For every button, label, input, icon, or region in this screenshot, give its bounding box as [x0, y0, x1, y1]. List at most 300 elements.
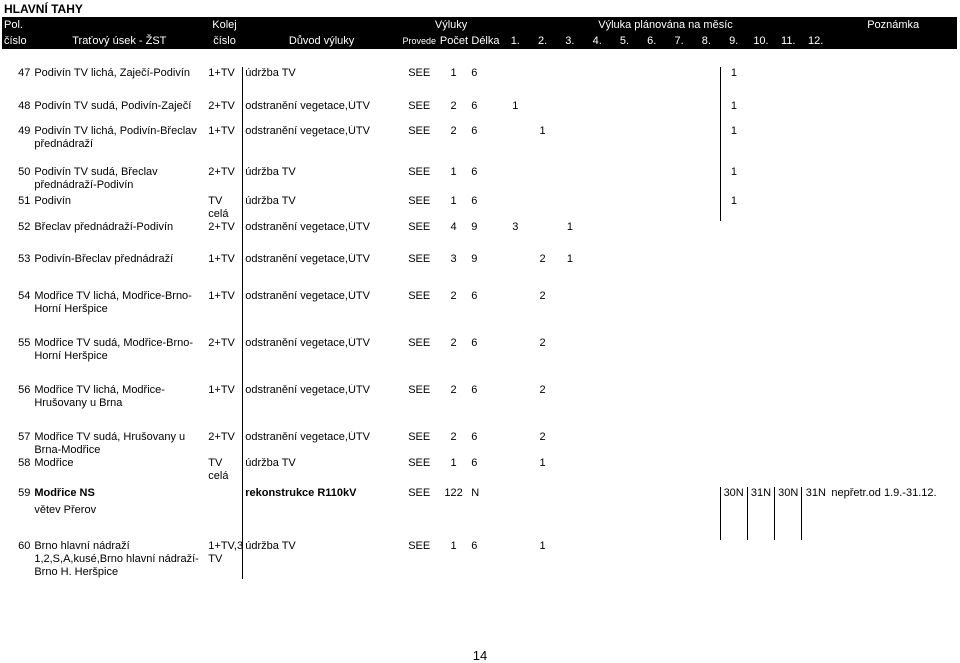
row-month-count: [584, 253, 611, 290]
row-delka: 6: [471, 540, 478, 552]
row-month-count: 1: [720, 125, 747, 166]
row-month-count: [802, 290, 829, 337]
row-duvod: údržba TV: [243, 67, 401, 100]
row-usek: [32, 195, 206, 221]
row-month-count: [638, 457, 665, 487]
row-usek: [32, 487, 206, 540]
header-month: 6.: [638, 33, 665, 49]
row-kolej: 1+TV: [208, 67, 235, 79]
row-provede: SEE: [408, 166, 431, 178]
row-month-count: [638, 253, 665, 290]
row-poznamka: [829, 290, 957, 337]
row-usek-text: Břeclav přednádraží-Podivín: [34, 221, 174, 233]
row-month-count: [665, 125, 692, 166]
row-month-count: [747, 431, 774, 457]
table-row: [2, 431, 957, 457]
table-row: [2, 166, 957, 195]
row-month-count: [802, 221, 829, 253]
row-month-count: [802, 166, 829, 195]
row-pol: 47: [18, 67, 31, 79]
row-usek: [32, 67, 206, 100]
row-month-count: [720, 540, 747, 579]
row-month-count: [611, 166, 638, 195]
row-month-count: [665, 221, 692, 253]
row-month-count: [584, 337, 611, 384]
row-month-count: [802, 384, 829, 431]
row-kolej: 2+TV: [208, 100, 235, 112]
header-month: 7.: [665, 33, 692, 49]
row-month-count: [638, 384, 665, 431]
row-delka: 6: [471, 166, 478, 178]
page-title: HLAVNÍ TAHY: [4, 2, 83, 16]
row-month-count: 1: [720, 166, 747, 195]
table-row: [2, 221, 957, 253]
row-provede: SEE: [408, 431, 431, 443]
row-month-count: [693, 253, 720, 290]
table-row: [2, 253, 957, 290]
row-month-count: [747, 221, 774, 253]
row-month-count: [665, 253, 692, 290]
row-duvod: údržba TV: [243, 166, 401, 195]
row-pol: 51: [18, 195, 31, 207]
row-usek-text: Modřice: [34, 457, 74, 469]
row-usek: [32, 125, 206, 166]
row-month-count: [611, 100, 638, 125]
row-month-count: 1: [566, 253, 573, 265]
header-pocet: Počet: [438, 33, 469, 49]
row-duvod: odstranění vegetace,ÚTV: [243, 253, 401, 290]
row-month-count: [720, 253, 747, 290]
row-pocet: 2: [450, 125, 457, 137]
table-body: [2, 49, 957, 579]
header-trat: Traťový úsek - ŽST: [32, 33, 206, 49]
row-month-count: [611, 195, 638, 221]
row-month-count: [529, 195, 556, 221]
row-duvod: odstranění vegetace,ÚTV: [243, 431, 401, 457]
row-provede: SEE: [408, 457, 431, 469]
header-planovana: Výluka plánována na měsíc: [502, 17, 830, 33]
row-pocet: 2: [450, 100, 457, 112]
row-provede: SEE: [408, 253, 431, 265]
row-delka: 6: [471, 337, 478, 349]
row-month-count: [502, 487, 529, 540]
table-row: [2, 100, 957, 125]
row-month-count: [611, 125, 638, 166]
row-usek: [32, 100, 206, 125]
row-month-count: [693, 457, 720, 487]
row-month-count: [693, 125, 720, 166]
row-month-count: [584, 384, 611, 431]
row-month-count: [693, 384, 720, 431]
row-month-count: [584, 100, 611, 125]
row-month-count: [584, 540, 611, 579]
row-pol: 54: [18, 290, 31, 302]
row-delka: 6: [471, 384, 478, 396]
row-provede: SEE: [408, 100, 431, 112]
row-month-count: [720, 457, 747, 487]
row-duvod: údržba TV: [243, 195, 401, 221]
row-month-count: [693, 540, 720, 579]
row-month-count: [775, 540, 802, 579]
row-month-count: [529, 221, 556, 253]
row-month-count: [775, 166, 802, 195]
row-month-count: [693, 221, 720, 253]
row-month-count: 2: [539, 290, 546, 302]
row-usek-subtext: větev Přerov: [34, 504, 97, 516]
row-month-count: 2: [539, 431, 546, 443]
row-month-count: [611, 290, 638, 337]
row-month-count: [556, 487, 583, 540]
row-pol: 60: [18, 540, 31, 552]
row-month-count: 1: [539, 457, 546, 469]
row-pocet: 1: [450, 457, 457, 469]
row-usek: [32, 540, 206, 579]
row-pocet: 2: [450, 337, 457, 349]
row-pol: 55: [18, 337, 31, 349]
header-provede: Provede: [400, 33, 437, 49]
row-month-count: [584, 431, 611, 457]
table-row: [2, 540, 957, 579]
row-duvod: odstranění vegetace,ÚTV: [243, 337, 401, 384]
row-kolej: 1+TV: [208, 290, 235, 302]
row-month-count: [611, 384, 638, 431]
row-month-count: [720, 384, 747, 431]
row-poznamka: [829, 384, 957, 431]
row-month-count: [611, 337, 638, 384]
row-duvod: údržba TV: [243, 540, 401, 579]
row-usek-text: Podivín TV lichá, Podivín-Břeclav přednádraží: [34, 125, 197, 150]
row-month-count: 1: [720, 100, 747, 125]
row-delka: N: [471, 487, 480, 499]
row-month-count: 1: [539, 540, 546, 552]
row-delka: 9: [471, 221, 478, 233]
row-pocet: 122: [444, 487, 463, 499]
row-kolej: [206, 487, 242, 540]
row-month-count: [693, 487, 720, 540]
row-pocet: 1: [450, 540, 457, 552]
row-month-count: [584, 457, 611, 487]
row-usek-text: Modřice TV lichá, Modřice-Hrušovany u Brna: [34, 384, 165, 409]
row-month-count: [502, 540, 529, 579]
row-delka: 6: [471, 290, 478, 302]
row-month-count: [747, 125, 774, 166]
row-duvod: odstranění vegetace,ÚTV: [243, 125, 401, 166]
row-pol: 57: [18, 431, 31, 443]
row-month-count: [747, 67, 774, 100]
row-usek: [32, 384, 206, 431]
row-month-count: [529, 100, 556, 125]
row-month-count: [747, 457, 774, 487]
row-month-count: [802, 195, 829, 221]
row-month-count: [693, 100, 720, 125]
table-row: [2, 125, 957, 166]
row-month-count: 31N: [747, 487, 774, 540]
row-usek-text: Modřice NS: [34, 487, 95, 499]
row-pol: 49: [18, 125, 31, 137]
row-month-count: [556, 195, 583, 221]
row-kolej: 1+TV: [208, 253, 235, 265]
row-usek-text: Podivín TV lichá, Zaječí-Podivín: [34, 67, 191, 79]
row-usek: [32, 253, 206, 290]
row-duvod: odstranění vegetace,ÚTV: [243, 384, 401, 431]
row-usek-text: Brno hlavní nádraží 1,2,S,A,kusé,Brno hlavní nádraží-Brno H. Heršpice: [34, 540, 199, 578]
row-month-count: [611, 540, 638, 579]
row-month-count: [556, 125, 583, 166]
row-pocet: 2: [450, 384, 457, 396]
row-provede: SEE: [408, 487, 431, 499]
row-month-count: [529, 166, 556, 195]
row-month-count: [693, 166, 720, 195]
row-month-count: [502, 431, 529, 457]
row-delka: 6: [471, 100, 478, 112]
row-month-count: [747, 540, 774, 579]
row-month-count: [775, 384, 802, 431]
row-provede: SEE: [408, 125, 431, 137]
header-month: 3.: [556, 33, 583, 49]
row-month-count: [665, 540, 692, 579]
row-month-count: [720, 431, 747, 457]
row-poznamka: [829, 195, 957, 221]
row-month-count: [611, 487, 638, 540]
row-poznamka: [829, 431, 957, 457]
row-pol: 53: [18, 253, 31, 265]
table-row: [2, 384, 957, 431]
row-pol: 56: [18, 384, 31, 396]
header-poznamka: Poznámka: [829, 17, 957, 33]
row-month-count: 1: [539, 125, 546, 137]
row-month-count: [747, 166, 774, 195]
row-month-count: [775, 195, 802, 221]
row-usek: [32, 166, 206, 195]
row-poznamka: [829, 67, 957, 100]
row-month-count: 1: [720, 67, 747, 100]
row-usek-text: Podivín TV sudá, Podivín-Zaječí: [34, 100, 192, 112]
row-month-count: [775, 337, 802, 384]
row-usek-text: Podivín TV sudá, Břeclav přednádraží-Podivín: [34, 166, 158, 191]
row-month-count: [584, 487, 611, 540]
table-row: [2, 487, 957, 540]
row-month-count: [665, 290, 692, 337]
row-pol: 59: [18, 487, 31, 499]
row-month-count: [529, 487, 556, 540]
row-poznamka: [829, 125, 957, 166]
row-month-count: [556, 457, 583, 487]
row-month-count: [802, 125, 829, 166]
row-pol: 48: [18, 100, 31, 112]
row-kolej: 2+TV: [208, 337, 235, 349]
row-provede: SEE: [408, 221, 431, 233]
row-poznamka: [829, 221, 957, 253]
row-duvod: odstranění vegetace,ÚTV: [243, 290, 401, 337]
row-month-count: [584, 221, 611, 253]
row-provede: SEE: [408, 540, 431, 552]
row-month-count: [502, 457, 529, 487]
row-month-count: [556, 166, 583, 195]
row-month-count: [775, 100, 802, 125]
row-month-count: [638, 100, 665, 125]
row-month-count: [747, 384, 774, 431]
row-pol: 58: [18, 457, 31, 469]
row-month-count: [802, 457, 829, 487]
row-month-count: [584, 125, 611, 166]
row-month-count: [747, 290, 774, 337]
row-month-count: [693, 67, 720, 100]
row-month-count: [502, 337, 529, 384]
header-row-1: [2, 17, 957, 33]
table-row: [2, 67, 957, 100]
row-month-count: [720, 221, 747, 253]
row-poznamka: nepřetr.od 1.9.-31.12.: [831, 487, 937, 499]
row-month-count: [638, 290, 665, 337]
row-month-count: [556, 540, 583, 579]
row-month-count: [665, 384, 692, 431]
row-pol: 50: [18, 166, 31, 178]
header-cislo-kolej: číslo: [206, 33, 242, 49]
row-delka: 6: [471, 457, 478, 469]
row-month-count: [802, 67, 829, 100]
row-month-count: [775, 221, 802, 253]
row-month-count: 30N: [720, 487, 747, 540]
table-row: [2, 337, 957, 384]
header-row-2: [2, 33, 957, 49]
row-month-count: [747, 337, 774, 384]
row-month-count: [665, 337, 692, 384]
page-number: 14: [472, 648, 488, 663]
row-kolej: 1+TV: [208, 125, 235, 137]
row-month-count: [747, 253, 774, 290]
row-month-count: [665, 431, 692, 457]
row-month-count: [802, 540, 829, 579]
row-month-count: [638, 195, 665, 221]
row-month-count: [611, 431, 638, 457]
header-month: 12.: [802, 33, 829, 49]
row-month-count: [502, 290, 529, 337]
header-month: 1.: [502, 33, 529, 49]
header-duvod: Důvod výluky: [243, 33, 401, 49]
row-month-count: [502, 384, 529, 431]
row-poznamka: [829, 100, 957, 125]
row-poznamka: [829, 253, 957, 290]
row-usek: [32, 337, 206, 384]
row-month-count: 2: [539, 253, 546, 265]
row-usek: [32, 431, 206, 457]
row-kolej: 2+TV: [208, 431, 235, 443]
row-provede: SEE: [408, 290, 431, 302]
row-month-count: [638, 337, 665, 384]
row-provede: SEE: [408, 67, 431, 79]
row-poznamka: [829, 166, 957, 195]
row-month-count: [665, 100, 692, 125]
row-pocet: 2: [450, 290, 457, 302]
row-month-count: [747, 195, 774, 221]
row-month-count: 1: [512, 100, 519, 112]
row-usek: [32, 290, 206, 337]
row-month-count: [802, 253, 829, 290]
row-month-count: [584, 195, 611, 221]
row-month-count: [775, 290, 802, 337]
row-month-count: 1: [566, 221, 573, 233]
row-month-count: 2: [539, 337, 546, 349]
row-month-count: [638, 166, 665, 195]
row-delka: 6: [471, 431, 478, 443]
row-pocet: 3: [450, 253, 457, 265]
row-month-count: [775, 431, 802, 457]
row-usek: [32, 457, 206, 487]
header-cislo: číslo: [2, 33, 32, 49]
row-provede: SEE: [408, 384, 431, 396]
row-month-count: [502, 67, 529, 100]
header-pol: Pol.: [2, 17, 32, 33]
row-usek: [32, 221, 206, 253]
row-duvod: odstranění vegetace,ÚTV: [243, 221, 401, 253]
header-month: 4.: [584, 33, 611, 49]
row-month-count: [802, 100, 829, 125]
row-month-count: [556, 384, 583, 431]
row-duvod: rekonstrukce R110kV: [243, 487, 401, 540]
row-month-count: 31N: [802, 487, 829, 540]
row-kolej: TV celá: [208, 457, 229, 482]
row-usek-text: Modřice TV sudá, Hrušovany u Brna-Modřice: [34, 431, 186, 456]
row-month-count: [665, 457, 692, 487]
row-month-count: [775, 457, 802, 487]
header-month: 10.: [747, 33, 774, 49]
row-month-count: [611, 67, 638, 100]
row-month-count: [556, 431, 583, 457]
row-month-count: [693, 195, 720, 221]
row-usek-text: Podivín: [34, 195, 72, 207]
row-month-count: [638, 431, 665, 457]
row-pocet: 4: [450, 221, 457, 233]
row-month-count: 2: [539, 384, 546, 396]
row-month-count: [502, 253, 529, 290]
row-month-count: [638, 540, 665, 579]
header-month: 5.: [611, 33, 638, 49]
header-delka: Délka: [469, 33, 501, 49]
row-usek-text: Modřice TV lichá, Modřice-Brno-Horní Heršpice: [34, 290, 192, 315]
row-month-count: [638, 67, 665, 100]
row-month-count: 30N: [775, 487, 802, 540]
row-pol: 52: [18, 221, 31, 233]
row-month-count: [775, 125, 802, 166]
row-month-count: [747, 100, 774, 125]
row-month-count: [502, 166, 529, 195]
row-month-count: [611, 253, 638, 290]
header-month: 11.: [775, 33, 802, 49]
row-usek-text: Modřice TV sudá, Modřice-Brno-Horní Heršpice: [34, 337, 194, 362]
header-month: 9.: [720, 33, 747, 49]
header-vyluky: Výluky: [400, 17, 501, 33]
row-pocet: 2: [450, 431, 457, 443]
row-month-count: [693, 290, 720, 337]
row-provede: SEE: [408, 337, 431, 349]
row-pocet: 1: [450, 195, 457, 207]
row-month-count: [556, 290, 583, 337]
row-month-count: [693, 337, 720, 384]
row-month-count: 3: [512, 221, 519, 233]
header-month: 8.: [693, 33, 720, 49]
row-month-count: [584, 166, 611, 195]
row-delka: 9: [471, 253, 478, 265]
row-month-count: [584, 290, 611, 337]
row-pocet: 1: [450, 166, 457, 178]
row-month-count: [556, 67, 583, 100]
row-month-count: [556, 100, 583, 125]
header-kolej: Kolej: [206, 17, 242, 33]
row-duvod: odstranění vegetace,ÚTV: [243, 100, 401, 125]
row-month-count: [556, 337, 583, 384]
row-month-count: [611, 457, 638, 487]
row-usek-text: Podivín-Břeclav přednádraží: [34, 253, 174, 265]
